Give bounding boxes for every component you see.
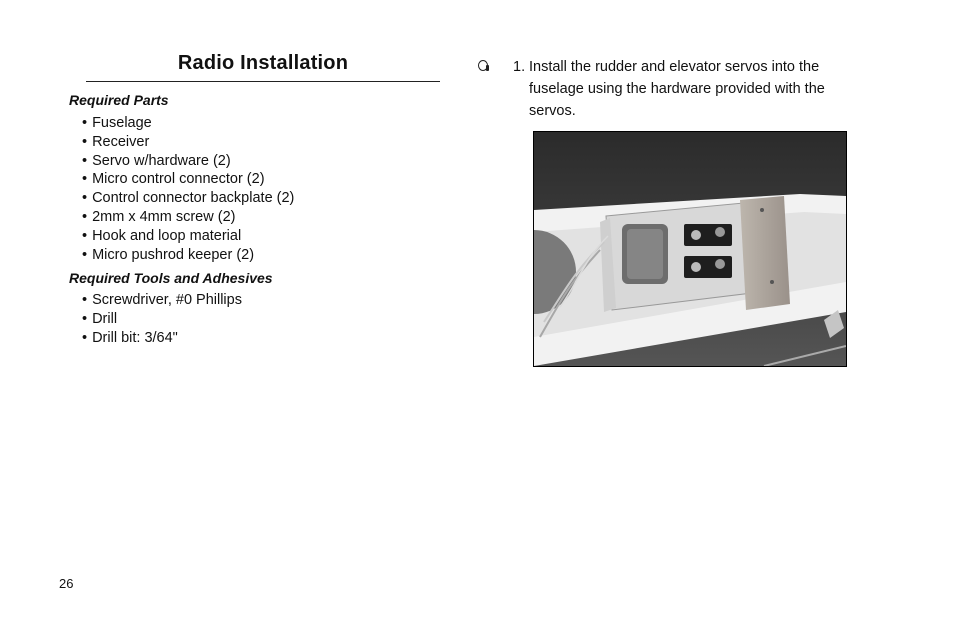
list-item: • Drill <box>82 310 242 329</box>
list-item: • Control connector backplate (2) <box>82 189 294 208</box>
list-item: • Micro control connector (2) <box>82 170 294 189</box>
list-item: • Micro pushrod keeper (2) <box>82 246 294 265</box>
step-number: 1. <box>513 59 526 75</box>
fuselage-photo-illustration <box>534 132 846 366</box>
list-item: • 2mm x 4mm screw (2) <box>82 208 294 227</box>
step-text: Install the rudder and elevator servos into the fuselage using the hardware provided with the servos. <box>529 59 825 119</box>
required-tools-heading: Required Tools and Adhesives <box>69 270 273 286</box>
servo-installation-photo <box>533 131 847 367</box>
section-title: Radio Installation <box>177 52 349 74</box>
checkbox-icon[interactable] <box>478 60 488 71</box>
required-parts-heading: Required Parts <box>69 92 169 108</box>
required-parts-list <box>82 114 294 264</box>
list-item: • Fuselage <box>82 114 294 133</box>
list-item: • Hook and loop material <box>82 227 294 246</box>
page-number: 26 <box>59 576 74 591</box>
list-item: • Receiver <box>82 133 294 152</box>
list-item: • Servo w/hardware (2) <box>82 152 294 171</box>
list-item: • Screwdriver, #0 Phillips <box>82 291 242 310</box>
title-divider <box>86 81 440 82</box>
required-tools-list <box>82 291 242 347</box>
list-item: • Drill bit: 3/64" <box>82 329 242 348</box>
